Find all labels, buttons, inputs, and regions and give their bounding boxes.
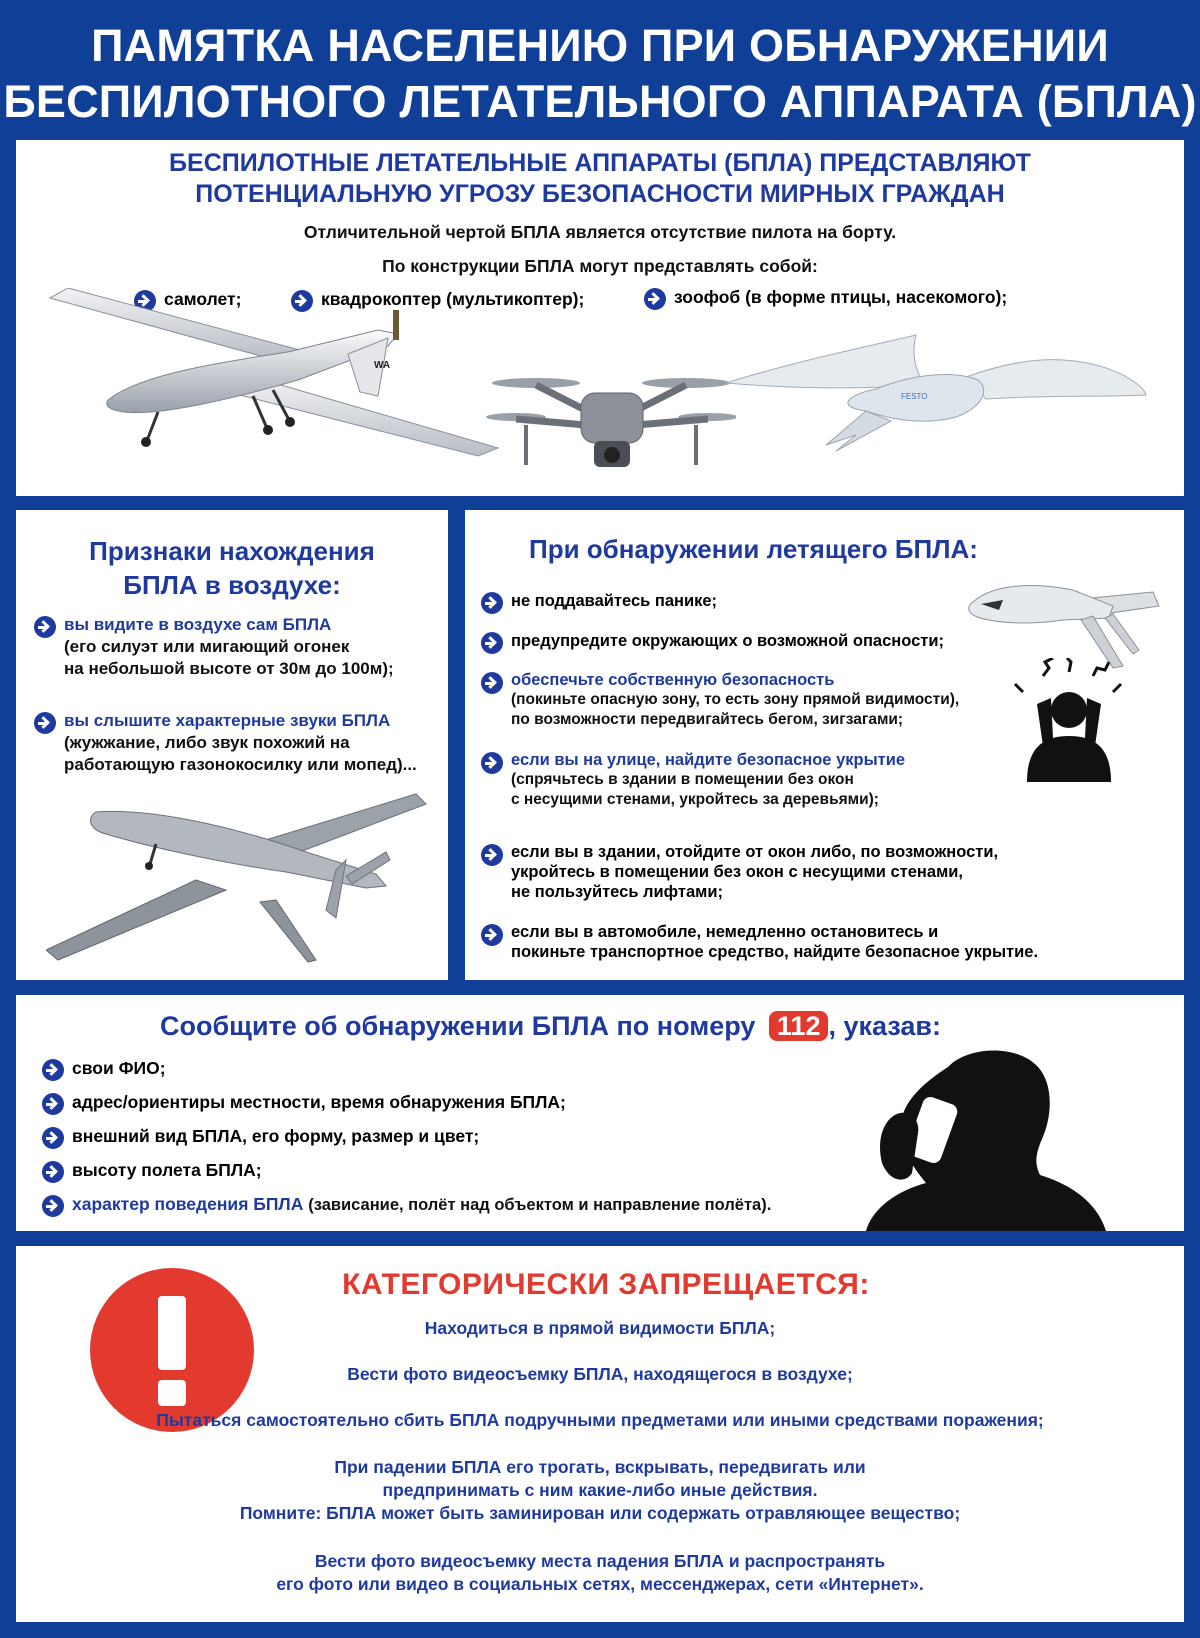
- forbidden-item-visibility: Находиться в прямой видимости БПЛА;: [424, 1318, 776, 1338]
- report-item-behavior-rest: (зависание, полёт над объектом и направление полёта).: [308, 1196, 772, 1214]
- type-label: самолет;: [164, 289, 242, 309]
- type-zoophobe: [644, 286, 1007, 310]
- signs-title: [16, 534, 448, 602]
- arrow-right-icon: [481, 672, 503, 694]
- sign-item-visual-main: вы видите в воздухе сам БПЛА: [64, 615, 332, 634]
- arrow-right-icon: [481, 632, 503, 654]
- detect-item-warn-text: предупредите окружающих о возможной опасности;: [511, 632, 945, 650]
- arrow-right-icon: [34, 616, 56, 638]
- report-panel: [16, 995, 1184, 1231]
- quadcopter-illustration: [486, 355, 736, 485]
- forbidden-item-touch: [16, 1456, 1184, 1525]
- detect-item-building-l1: если вы в здании, отойдите от окон либо, по возможности,: [511, 843, 999, 861]
- detect-item-street-main: если вы на улице, найдите безопасное укрытие: [511, 751, 906, 769]
- sign-item-sound-main: вы слышите характерные звуки БПЛА: [64, 711, 391, 730]
- arrow-right-icon: [42, 1059, 64, 1081]
- detect-item-panic: [481, 590, 717, 614]
- detect-item-car: [481, 922, 1038, 962]
- detect-item-warn: [481, 630, 944, 654]
- report-title: [160, 1009, 941, 1043]
- report-item-height-text: высоту полета БПЛА;: [72, 1160, 262, 1180]
- bird-marking: FESTO: [901, 392, 928, 401]
- bird-drone-illustration: [716, 325, 1156, 455]
- intro-line1: Отличительной чертой БПЛА является отсутствие пилота на борту.: [303, 222, 897, 242]
- report-item-name: [42, 1057, 166, 1081]
- signs-panel: [16, 510, 448, 980]
- detect-item-building-l3: не пользуйтесь лифтами;: [511, 883, 723, 901]
- arrow-right-icon: [481, 924, 503, 946]
- airplane-drone-illustration: [38, 288, 518, 488]
- detect-item-safety-main: обеспечьте собственную безопасность: [511, 671, 835, 689]
- report-item-height: [42, 1159, 262, 1183]
- sign-item-visual-l2: (его силуэт или мигающий огонек: [64, 637, 350, 656]
- arrow-right-icon: [42, 1195, 64, 1217]
- intro-title: [16, 148, 1184, 210]
- report-title-post: , указав:: [828, 1011, 942, 1041]
- detect-item-street-l3: с несущими стенами, укройтесь за деревьями);: [511, 791, 879, 808]
- forbidden-item-touch-l2: предпринимать с ним какие-либо иные действия.: [382, 1480, 818, 1500]
- forbidden-item-touch-l3: Помните: БПЛА может быть заминирован или содержать отравляющее вещество;: [239, 1503, 961, 1523]
- forbidden-item-publish-l1: Вести фото видеосъемку места падения БПЛА и распространять: [314, 1551, 886, 1571]
- arrow-right-icon: [42, 1161, 64, 1183]
- detect-title: При обнаружении летящего БПЛА:: [529, 534, 978, 564]
- sign-item-visual: [34, 614, 394, 680]
- detect-item-building: [481, 842, 998, 902]
- detect-item-car-l1: если вы в автомобиле, немедленно остановитесь и: [511, 923, 939, 941]
- header-title-line1: ПАМЯТКА НАСЕЛЕНИЮ ПРИ ОБНАРУЖЕНИИ: [91, 20, 1109, 71]
- arrow-right-icon: [644, 288, 666, 310]
- detect-item-street-l2: (спрячьтесь в здании в помещении без окон: [511, 771, 854, 788]
- arrow-right-icon: [481, 752, 503, 774]
- predator-drone-illustration: [46, 790, 436, 970]
- type-label: квадрокоптер (мультикоптер);: [321, 289, 585, 309]
- detect-item-safety: [481, 670, 959, 730]
- report-item-behavior-main: характер поведения БПЛА: [72, 1194, 304, 1214]
- detect-item-building-l2: укройтесь в помещении без окон с несущими стенами,: [511, 863, 964, 881]
- detect-item-car-l2: покиньте транспортное средство, найдите безопасное укрытие.: [511, 943, 1039, 961]
- intro-panel: [16, 140, 1184, 496]
- drone-marking: WA: [374, 360, 391, 371]
- header-title-line2: БЕСПИЛОТНОГО ЛЕТАТЕЛЬНОГО АППАРАТА (БПЛА): [3, 76, 1197, 127]
- intro-title-line1: БЕСПИЛОТНЫЕ ЛЕТАТЕЛЬНЫЕ АППАРАТЫ (БПЛА) ПРЕДСТАВЛЯЮТ: [169, 149, 1031, 177]
- report-item-address: [42, 1091, 566, 1115]
- detect-item-safety-l2: (покиньте опасную зону, то есть зону прямой видимости),: [511, 691, 960, 708]
- sign-item-sound-l2: (жужжание, либо звук похожий на: [64, 733, 350, 752]
- signs-title-line1: Признаки нахождения: [89, 536, 375, 566]
- emergency-number-badge: 112: [769, 1011, 829, 1041]
- panic-person-icon: [1013, 658, 1123, 788]
- arrow-right-icon: [481, 844, 503, 866]
- forbidden-item-filming: Вести фото видеосъемку БПЛА, находящегося в воздухе;: [347, 1364, 853, 1384]
- forbidden-title: КАТЕГОРИЧЕСКИ ЗАПРЕЩАЕТСЯ:: [342, 1268, 870, 1301]
- arrow-right-icon: [42, 1093, 64, 1115]
- detect-item-safety-l3: по возможности передвигайтесь бегом, зигзагами;: [511, 711, 904, 728]
- forbidden-item-publish: [16, 1550, 1184, 1596]
- intro-title-line2: ПОТЕНЦИАЛЬНУЮ УГРОЗУ БЕЗОПАСНОСТИ МИРНЫХ ГРАЖДАН: [195, 180, 1005, 208]
- exclamation-warning-icon: [90, 1268, 254, 1432]
- sign-item-visual-l3: на небольшой высоте от 30м до 100м);: [64, 659, 394, 678]
- forbidden-item-publish-l2: его фото или видео в социальных сетях, мессенджерах, сети «Интернет».: [276, 1574, 924, 1594]
- forbidden-item-shootdown: Пытаться самостоятельно сбить БПЛА подручными предметами или иными средствами поражения;: [156, 1410, 1044, 1430]
- page-header: [0, 0, 1200, 140]
- person-phone-silhouette-icon: [856, 1043, 1116, 1231]
- signs-title-line2: БПЛА в воздухе:: [123, 570, 341, 600]
- detect-panel: [465, 510, 1184, 980]
- arrow-right-icon: [42, 1127, 64, 1149]
- detect-item-street: [481, 750, 905, 810]
- sign-item-sound: [34, 710, 417, 776]
- type-label: зоофоб (в форме птицы, насекомого);: [674, 287, 1008, 307]
- arrow-right-icon: [481, 592, 503, 614]
- report-item-appearance: [42, 1125, 479, 1149]
- forbidden-item-touch-l1: При падении БПЛА его трогать, вскрывать, передвигать или: [334, 1457, 866, 1477]
- report-item-name-text: свои ФИО;: [72, 1058, 166, 1078]
- forbidden-panel: [16, 1246, 1184, 1622]
- shark-drone-illustration: [963, 562, 1163, 672]
- report-item-behavior: [42, 1193, 771, 1217]
- report-item-address-text: адрес/ориентиры местности, время обнаружения БПЛА;: [72, 1092, 566, 1112]
- intro-line2: По конструкции БПЛА могут представлять собой:: [382, 256, 818, 276]
- sign-item-sound-l3: работающую газонокосилку или мопед)...: [64, 755, 417, 774]
- report-title-pre: Сообщите об обнаружении БПЛА по номеру: [160, 1011, 756, 1041]
- detect-item-panic-text: не поддавайтесь панике;: [511, 592, 718, 610]
- arrow-right-icon: [34, 712, 56, 734]
- report-item-appearance-text: внешний вид БПЛА, его форму, размер и цвет;: [72, 1126, 480, 1146]
